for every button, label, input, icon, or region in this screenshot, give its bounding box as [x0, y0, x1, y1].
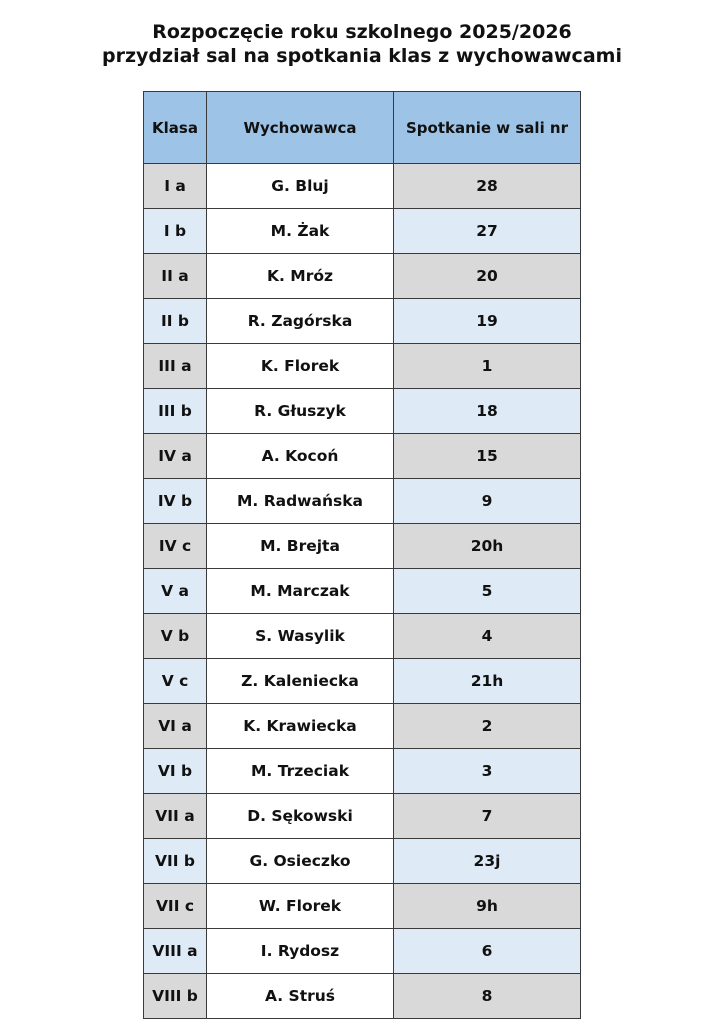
- table-row: [144, 839, 581, 884]
- wychowawca-cell: G. Osieczko: [207, 839, 394, 884]
- sala-cell: 20: [394, 254, 581, 299]
- klasa-cell: V b: [144, 614, 207, 659]
- klasa-cell: VII b: [144, 839, 207, 884]
- sala-cell: 27: [394, 209, 581, 254]
- table-row: [144, 524, 581, 569]
- wychowawca-cell: A. Kocoń: [207, 434, 394, 479]
- sala-cell: 9h: [394, 884, 581, 929]
- klasa-cell: III b: [144, 389, 207, 434]
- sala-cell: 1: [394, 344, 581, 389]
- klasa-cell: III a: [144, 344, 207, 389]
- wychowawca-cell: S. Wasylik: [207, 614, 394, 659]
- klasa-cell: VI b: [144, 749, 207, 794]
- sala-cell: 15: [394, 434, 581, 479]
- table-row: [144, 164, 581, 209]
- wychowawca-cell: D. Sękowski: [207, 794, 394, 839]
- klasa-cell: VIII b: [144, 974, 207, 1019]
- sala-cell: 23j: [394, 839, 581, 884]
- sala-cell: 20h: [394, 524, 581, 569]
- table-row: [144, 344, 581, 389]
- wychowawca-cell: G. Bluj: [207, 164, 394, 209]
- klasa-cell: V c: [144, 659, 207, 704]
- table-header-row: [144, 92, 581, 164]
- sala-cell: 8: [394, 974, 581, 1019]
- table-row: [144, 299, 581, 344]
- wychowawca-cell: K. Florek: [207, 344, 394, 389]
- sala-cell: 6: [394, 929, 581, 974]
- klasa-cell: IV b: [144, 479, 207, 524]
- sala-cell: 28: [394, 164, 581, 209]
- table-row: [144, 794, 581, 839]
- klasa-cell: II a: [144, 254, 207, 299]
- table-row: [144, 569, 581, 614]
- sala-cell: 18: [394, 389, 581, 434]
- klasa-cell: VII a: [144, 794, 207, 839]
- sala-cell: 2: [394, 704, 581, 749]
- wychowawca-cell: K. Mróz: [207, 254, 394, 299]
- wychowawca-cell: M. Marczak: [207, 569, 394, 614]
- wychowawca-cell: I. Rydosz: [207, 929, 394, 974]
- title-line-1: Rozpoczęcie roku szkolnego 2025/2026: [152, 21, 572, 43]
- klasa-cell: VI a: [144, 704, 207, 749]
- klasa-cell: VII c: [144, 884, 207, 929]
- table-row: [144, 749, 581, 794]
- room-assignment-table: [143, 91, 581, 1019]
- sala-cell: 4: [394, 614, 581, 659]
- table-row: [144, 659, 581, 704]
- wychowawca-cell: W. Florek: [207, 884, 394, 929]
- klasa-cell: I a: [144, 164, 207, 209]
- wychowawca-cell: M. Trzeciak: [207, 749, 394, 794]
- table-row: [144, 974, 581, 1019]
- wychowawca-cell: M. Radwańska: [207, 479, 394, 524]
- klasa-cell: I b: [144, 209, 207, 254]
- sala-cell: 21h: [394, 659, 581, 704]
- table-row: [144, 254, 581, 299]
- header-klasa: Klasa: [144, 92, 207, 164]
- title-line-2: przydział sal na spotkania klas z wychowawcami: [102, 45, 622, 67]
- klasa-cell: VIII a: [144, 929, 207, 974]
- table-row: [144, 614, 581, 659]
- page-title: [0, 20, 724, 68]
- wychowawca-cell: A. Struś: [207, 974, 394, 1019]
- header-sala: Spotkanie w sali nr: [394, 92, 581, 164]
- sala-cell: 9: [394, 479, 581, 524]
- wychowawca-cell: M. Brejta: [207, 524, 394, 569]
- sala-cell: 19: [394, 299, 581, 344]
- table-row: [144, 704, 581, 749]
- table-row: [144, 479, 581, 524]
- table-row: [144, 434, 581, 479]
- klasa-cell: II b: [144, 299, 207, 344]
- header-wychowawca: Wychowawca: [207, 92, 394, 164]
- table-row: [144, 389, 581, 434]
- klasa-cell: IV a: [144, 434, 207, 479]
- klasa-cell: V a: [144, 569, 207, 614]
- table-row: [144, 884, 581, 929]
- wychowawca-cell: Z. Kaleniecka: [207, 659, 394, 704]
- table-row: [144, 929, 581, 974]
- wychowawca-cell: R. Głuszyk: [207, 389, 394, 434]
- klasa-cell: IV c: [144, 524, 207, 569]
- sala-cell: 3: [394, 749, 581, 794]
- table-row: [144, 209, 581, 254]
- sala-cell: 7: [394, 794, 581, 839]
- wychowawca-cell: K. Krawiecka: [207, 704, 394, 749]
- wychowawca-cell: R. Zagórska: [207, 299, 394, 344]
- sala-cell: 5: [394, 569, 581, 614]
- wychowawca-cell: M. Żak: [207, 209, 394, 254]
